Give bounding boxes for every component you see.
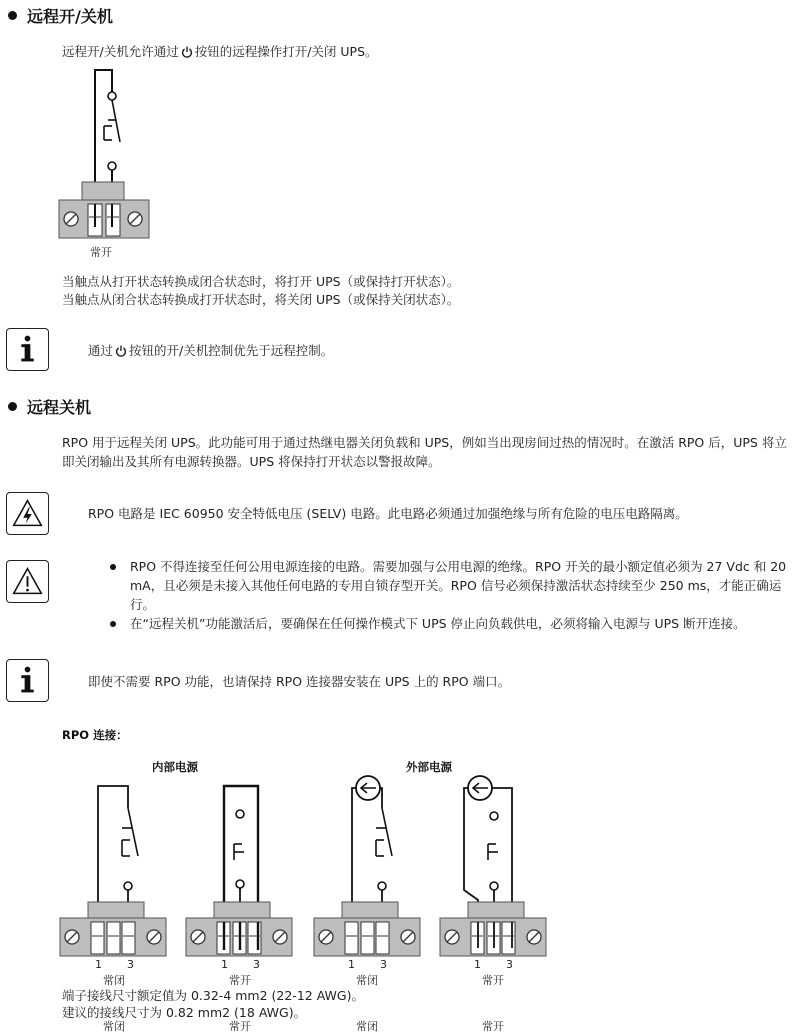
wire-size-recommend [62, 1003, 307, 1020]
section-heading-remote-onoff [8, 4, 113, 27]
bottom-label: 常开 [229, 1020, 251, 1033]
internal-power-label: 内部电源 [152, 760, 198, 774]
intro-text-before: 远程开/关机允许通过 [62, 44, 179, 59]
pin-number-1: 1 [348, 958, 355, 971]
bottom-label: 常闭 [356, 1020, 378, 1033]
warning-item: 在“远程关机”功能激活后，要确保在任何操作模式下 UPS 停止向负载供电，必须将输入电源与 UPS 断开连接。 [130, 614, 796, 633]
note-text-after: 按钮的开/关机控制优先于远程控制。 [129, 343, 334, 358]
diagram-label: 常闭 [356, 974, 378, 987]
info-note-priority [88, 341, 333, 360]
pin-number-3: 3 [253, 958, 260, 971]
rpo-diagram-external-nc [312, 770, 422, 960]
state-line-open-to-close: 当触点从打开状态转换成闭合状态时，将打开 UPS（或保持打开状态）。 [62, 274, 460, 289]
rpo-connection-label: RPO 连接： [62, 728, 128, 742]
note-text-before: 通过 [88, 343, 114, 358]
rpo-port-note: 即使不需要 RPO 功能，也请保持 RPO 连接器安装在 UPS 上的 RPO 端口。 [88, 674, 511, 689]
wire-recommend-text: 建议的接线尺寸为 0.82 mm2 (18 AWG)。 [62, 1005, 307, 1020]
rpo-diagram-internal-nc [58, 780, 168, 960]
info-icon [6, 328, 49, 371]
power-button-icon [115, 345, 127, 357]
state-line-close-to-open: 当触点从闭合状态转换成打开状态时，将关闭 UPS（或保持关闭状态）。 [62, 292, 460, 307]
bottom-label: 常闭 [103, 1020, 125, 1033]
rpo-diagram-internal-no [184, 780, 294, 960]
intro-text-after: 按钮的远程操作打开/关闭 UPS。 [194, 44, 378, 59]
bottom-label: 常开 [482, 1020, 504, 1033]
remote-onoff-terminal-diagram [56, 62, 156, 242]
wire-size-rating: 端子接线尺寸额定值为 0.32-4 mm2 (22-12 AWG)。 [62, 988, 364, 1003]
pin-number-1: 1 [474, 958, 481, 971]
rpo-description: RPO 用于远程关闭 UPS。此功能可用于通过热继电器关闭负载和 UPS，例如当出现房间过热的情况时。在激活 RPO 后，UPS 将立即关闭输出及其所有电源转换器。UPS 将保持打开状态以警报故障。 [62, 435, 787, 469]
heading-text: 远程关机 [27, 398, 92, 417]
pin-number-3: 3 [127, 958, 134, 971]
electric-hazard-icon [6, 492, 49, 535]
heading-bullet [8, 11, 17, 20]
info-icon [6, 659, 49, 702]
pin-number-3: 3 [506, 958, 513, 971]
warning-list [110, 557, 796, 633]
section-heading-rpo [8, 395, 91, 418]
diagram-label: 常闭 [103, 974, 125, 987]
power-button-icon [181, 46, 193, 58]
pin-number-1: 1 [95, 958, 102, 971]
warning-icon [6, 560, 49, 603]
selv-note: RPO 电路是 IEC 60950 安全特低电压 (SELV) 电路。此电路必须通过加强绝缘与所有危险的电压电路隔离。 [88, 506, 688, 521]
warning-item: RPO 不得连接至任何公用电源连接的电路。需要加强与公用电源的绝缘。RPO 开关的最小额定值必须为 27 Vdc 和 20 mA，且必须是未接入其他任何电路的专用自锁存型开关。RPO 信号必须保持激活状态持续至少 250 ms，才能正确运行。 [130, 557, 796, 614]
pin-number-3: 3 [380, 958, 387, 971]
terminal-label-no: 常开 [90, 246, 112, 259]
pin-number-1: 1 [221, 958, 228, 971]
heading-bullet [8, 402, 17, 411]
diagram-label: 常开 [482, 974, 504, 987]
diagram-label: 常开 [229, 974, 251, 987]
heading-text: 远程开/关机 [27, 7, 113, 26]
rpo-diagram-external-no [438, 770, 548, 960]
external-power-label: 外部电源 [406, 760, 452, 774]
section1-intro [62, 42, 378, 61]
